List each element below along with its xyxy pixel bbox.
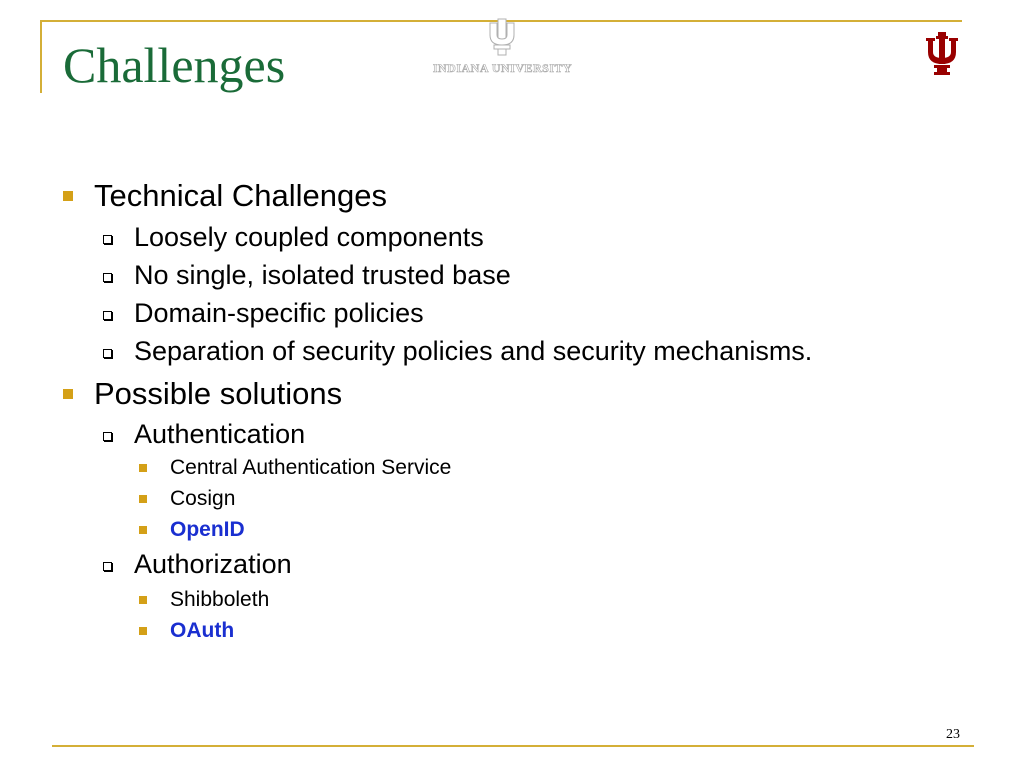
hollow-square-bullet-icon: [103, 235, 112, 244]
hollow-square-bullet-icon: [103, 273, 112, 282]
square-bullet-icon: [63, 191, 73, 201]
bullet-l2-separation: Separation of security policies and security mechanisms.: [103, 336, 812, 367]
square-bullet-icon: [139, 495, 147, 503]
bullet-l2-authorization: Authorization: [103, 549, 292, 580]
bullet-l1-technical-challenges: Technical Challenges: [63, 178, 387, 214]
hollow-square-bullet-icon: [103, 562, 112, 571]
bullet-l3-cosign: Cosign: [139, 487, 235, 511]
openid-link[interactable]: OpenID: [170, 518, 245, 541]
square-bullet-icon: [139, 596, 147, 604]
bullet-l3-openid: [139, 518, 245, 542]
bullet-l3-cas: Central Authentication Service: [139, 456, 451, 480]
watermark-text: INDIANA UNIVERSITY: [432, 61, 573, 75]
bullet-l2-loosely-coupled: Loosely coupled components: [103, 222, 484, 253]
page-number: 23: [946, 727, 960, 742]
bullet-l2-trusted-base: No single, isolated trusted base: [103, 260, 511, 291]
hollow-square-bullet-icon: [103, 432, 112, 441]
footer-divider: [52, 745, 974, 747]
square-bullet-icon: [139, 464, 147, 472]
hollow-square-bullet-icon: [103, 311, 112, 320]
bullet-l2-authentication: Authentication: [103, 419, 305, 450]
square-bullet-icon: [139, 627, 147, 635]
bullet-l3-shibboleth: Shibboleth: [139, 588, 269, 612]
bullet-l3-oauth: [139, 619, 234, 643]
bullet-l1-possible-solutions: Possible solutions: [63, 376, 342, 412]
slide-title: Challenges: [63, 37, 286, 93]
bullet-l2-domain-policies: Domain-specific policies: [103, 298, 424, 329]
square-bullet-icon: [63, 389, 73, 399]
oauth-link[interactable]: OAuth: [170, 619, 235, 642]
square-bullet-icon: [139, 526, 147, 534]
hollow-square-bullet-icon: [103, 349, 112, 358]
